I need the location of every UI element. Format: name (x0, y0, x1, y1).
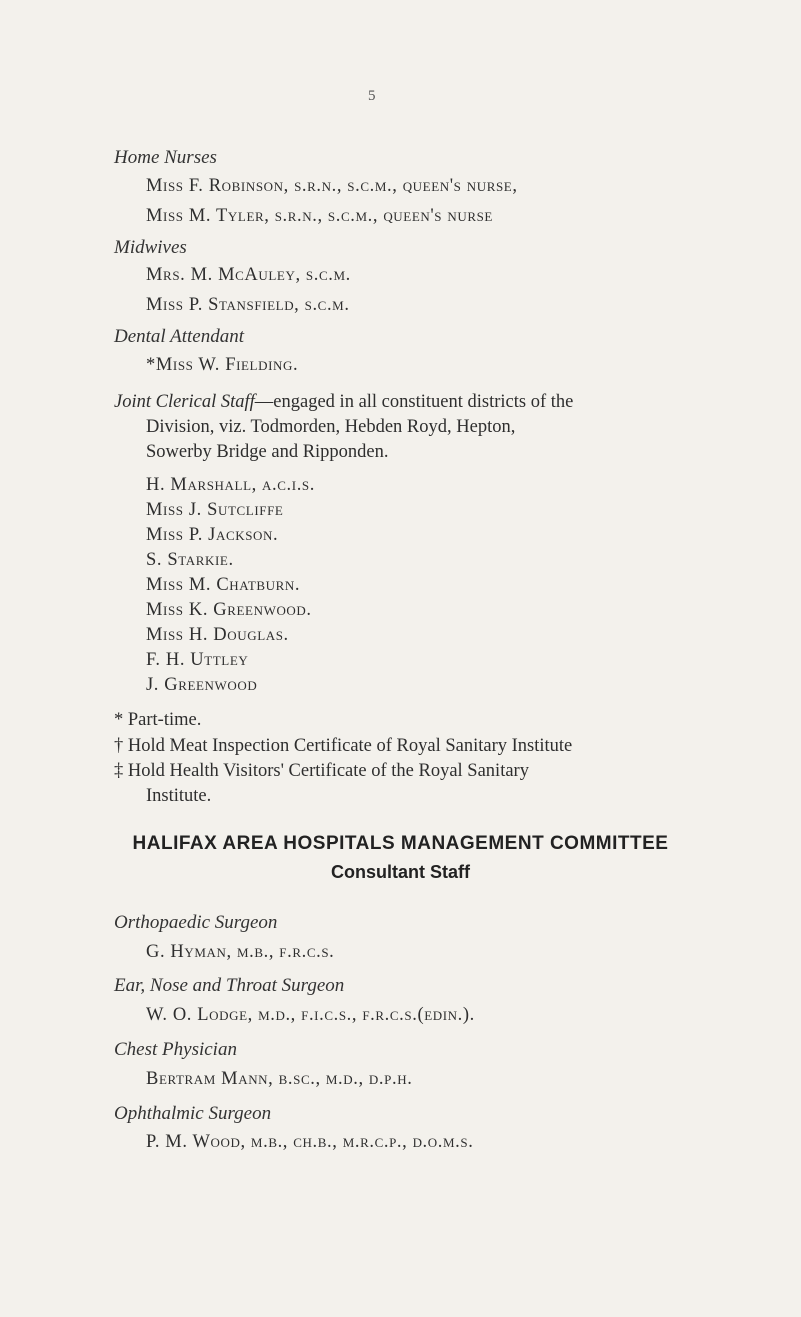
consultant-name: Bertram Mann, b.sc., m.d., d.p.h. (146, 1069, 413, 1089)
clerical-text-line: Sowerby Bridge and Ripponden. (146, 442, 389, 462)
clerical-entry: H. Marshall, a.c.i.s. (146, 475, 315, 495)
clerical-entry: Miss H. Douglas. (146, 625, 289, 645)
consultant-name: W. O. Lodge, m.d., f.i.c.s., f.r.c.s.(edin.). (146, 1005, 475, 1025)
consultant-name: G. Hyman, m.b., f.r.c.s. (146, 942, 335, 962)
clerical-entry: S. Starkie. (146, 550, 234, 570)
clerical-entry: J. Greenwood (146, 675, 258, 695)
home-nurses-heading: Home Nurses (114, 147, 217, 168)
consultant-role: Orthopaedic Surgeon (114, 912, 278, 933)
clerical-entry: Miss M. Chatburn. (146, 575, 301, 595)
committee-title: HALIFAX AREA HOSPITALS MANAGEMENT COMMITTEE (132, 833, 669, 854)
dental-entry: *Miss W. Fielding. (146, 355, 299, 375)
midwife-entry: Miss P. Stansfield, s.c.m. (146, 295, 350, 315)
clerical-entry: Miss K. Greenwood. (146, 600, 312, 620)
dental-heading: Dental Attendant (114, 326, 244, 347)
footnote-part-time: * Part-time. (114, 710, 202, 730)
consultant-role: Chest Physician (114, 1039, 237, 1060)
footnote-meat-inspection: † Hold Meat Inspection Certificate of Royal Sanitary Institute (114, 736, 573, 756)
home-nurse-entry: Miss F. Robinson, s.r.n., s.c.m., queen's nurse, (146, 176, 518, 196)
clerical-text-line: Division, viz. Todmorden, Hebden Royd, Hepton, (146, 417, 516, 437)
clerical-entry: Miss J. Sutcliffe (146, 500, 284, 520)
footnote-health-visitors (114, 759, 704, 809)
page-number: 5 (368, 88, 376, 104)
consultant-name: P. M. Wood, m.b., ch.b., m.r.c.p., d.o.m.s. (146, 1132, 474, 1152)
home-nurse-entry: Miss M. Tyler, s.r.n., s.c.m., queen's nurse (146, 206, 493, 226)
midwife-entry: Mrs. M. McAuley, s.c.m. (146, 265, 351, 285)
clerical-entry: F. H. Uttley (146, 650, 249, 670)
midwives-heading: Midwives (114, 237, 187, 258)
footnote-health-line: ‡ Hold Health Visitors' Certificate of the Royal Sanitary (114, 761, 529, 781)
footnote-health-line: Institute. (146, 786, 212, 806)
clerical-paragraph (114, 390, 634, 465)
clerical-text-line: —engaged in all constituent districts of the (254, 392, 574, 412)
clerical-entry: Miss P. Jackson. (146, 525, 279, 545)
consultant-role: Ear, Nose and Throat Surgeon (114, 975, 345, 996)
consultant-role: Ophthalmic Surgeon (114, 1103, 272, 1124)
clerical-heading: Joint Clerical Staff (114, 392, 255, 412)
committee-subtitle: Consultant Staff (331, 862, 470, 882)
